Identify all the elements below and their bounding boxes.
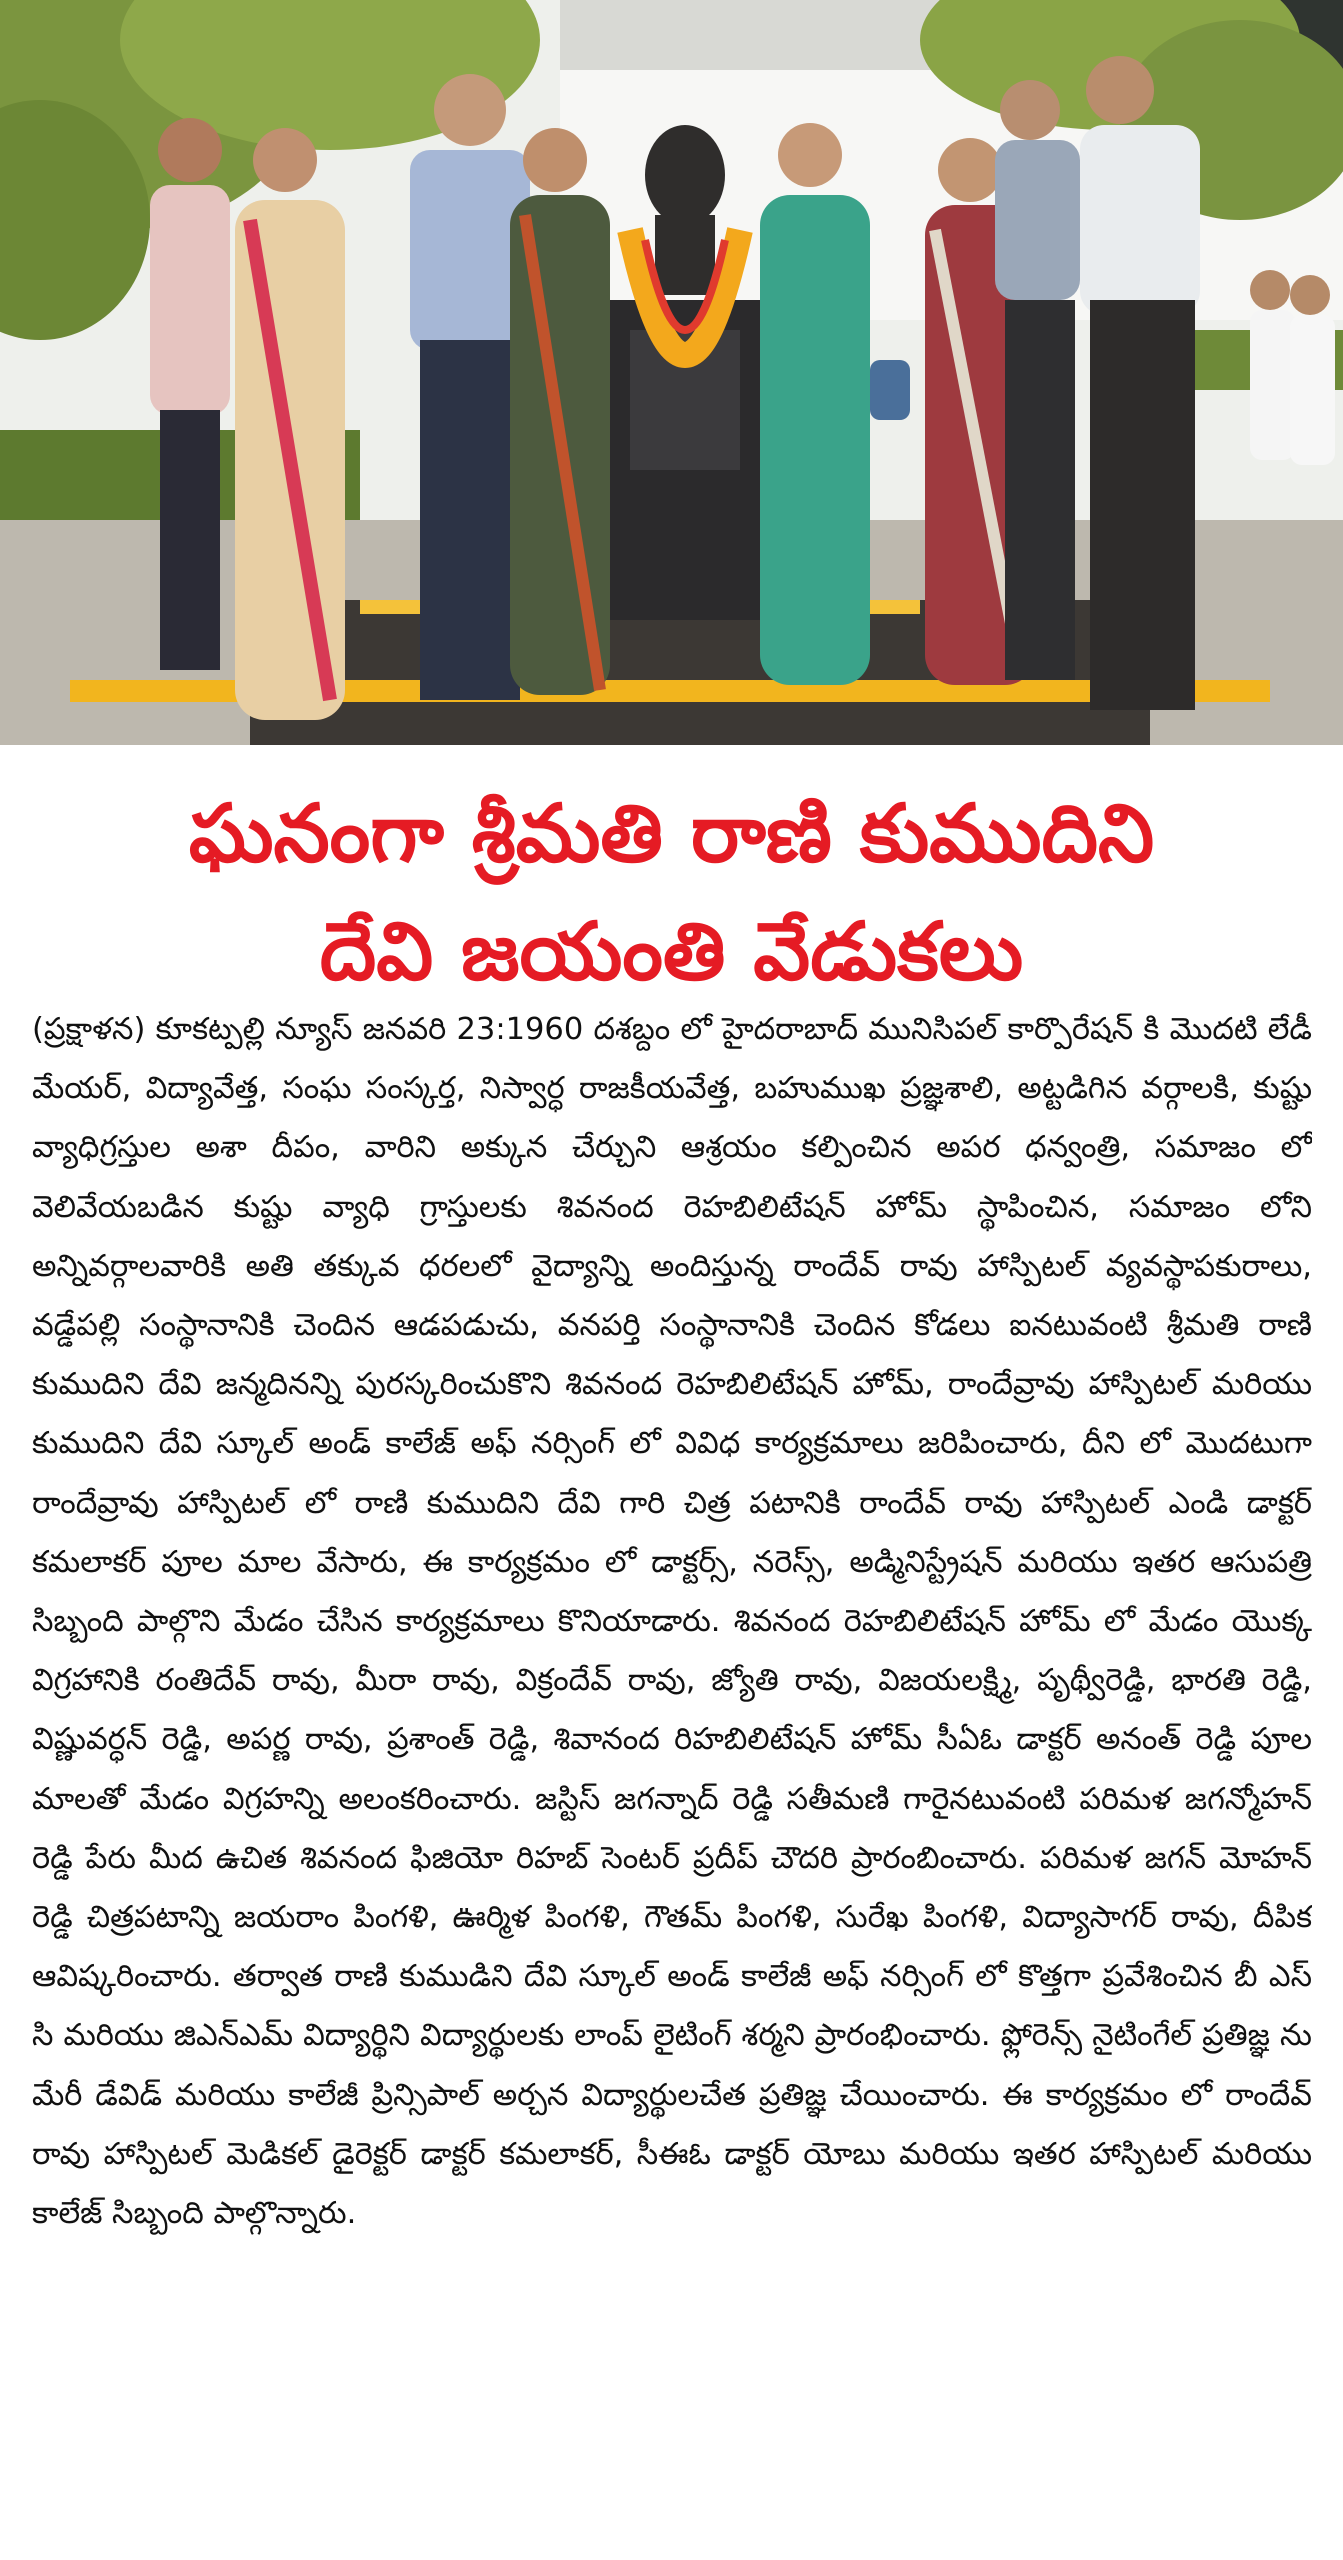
- headline-line-1: ఘనంగా శ్రీమతి రాణి కుముదిని: [188, 787, 1155, 880]
- group-photo: [0, 0, 1343, 745]
- article-body: (ప్రక్షాళన) కూకట్పల్లి న్యూస్ జనవరి 23:1960 దశబ్దం లో హైదరాబాద్ మునిసిపల్ కార్పొరేషన్ కి మొదటి లేడీ మేయర్, విద్యావేత్త, సంఘ సంస్కర్త, నిస్వార్ధ రాజకీయవేత్త, బహుముఖ ప్రజ్ఞశాలి, అట్టడిగిన వర్గాలకి, కుష్టు వ్యాధిగ్రస్తుల అశా దీపం, వారిని అక్కున చేర్చుని ఆశ్రయం కల్పించిన అపర ధన్వంత్రి, సమాజం లో వెలివేయబడిన కుష్టు వ్యాధి గ్రాస్తులకు శివనంద రెహబిలిటేషన్ హోమ్ స్థాపించిన, సమాజం లోని అన్నివర్గాలవారికి అతి తక్కువ ధరలలో వైద్యాన్ని అందిస్తున్న రాందేవ్ రావు హాస్పిటల్ వ్యవస్థాపకురాలు, వడ్డేపల్లి సంస్థానానికి చెందిన ఆడపడుచు, వనపర్తి సంస్థానానికి చెందిన కోడలు ఐనటువంటి శ్రీమతి రాణి కుముదిని దేవి జన్మదినన్ని పురస్కరించుకొని శివనంద రెహబిలిటేషన్ హోమ్, రాందేవ్రావు హాస్పిటల్ మరియు కుముదిని దేవి స్కూల్ అండ్ కాలేజ్ అఫ్ నర్సింగ్ లో వివిధ కార్యక్రమాలు జరిపించారు, దీని లో మొదటుగా రాందేవ్రావు హాస్పిటల్ లో రాణి కుముదిని దేవి గారి చిత్ర పటానికి రాందేవ్ రావు హాస్పిటల్ ఎండి డాక్టర్ కమలాకర్ పూల మాల వేసారు, ఈ కార్యక్రమం లో డాక్టర్స్, నరెస్స్, అడ్మినిస్ట్రేషన్ మరియు ఇతర ఆసుపత్రి సిబ్బంది పాల్గొని మేడం చేసిన కార్యక్రమాలు కొనియాడారు. శివనంద రెహబిలిటేషన్ హోమ్ లో మేడం యొక్క విగ్రహానికి రంతిదేవ్ రావు, మీరా రావు, విక్రందేవ్ రావు, జ్యోతి రావు, విజయలక్ష్మి, పృథ్వీరెడ్డి, భారతి రెడ్డి, విష్ణువర్ధన్ రెడ్డి, అపర్ణ రావు, ప్రశాంత్ రెడ్డి, శివానంద రిహబిలిటేషన్ హోమ్ సీఏఓ డాక్టర్ అనంత్ రెడ్డి పూల మాలతో మేడం విగ్రహన్ని అలంకరించారు. జస్టిస్ జగన్నాద్ రెడ్డి సతీమణి గారైనటువంటి పరిమళ జగన్మోహన్ రెడ్డి పేరు మీద ఉచిత శివనంద ఫిజియో రిహబ్ సెంటర్ ప్రదీప్ చౌదరి ప్రారంబించారు. పరిమళ జగన్ మోహన్ రెడ్డి చిత్రపటాన్ని జయరాం పింగళి, ఊర్మిళ పింగళి, గౌతమ్ పింగళి, సురేఖ పింగళి, విద్యాసాగర్ రావు, దీపిక ఆవిష్కరించారు. తర్వాత రాణి కుముడిని దేవి స్కూల్ అండ్ కాలేజీ అఫ్ నర్సింగ్ లో కొత్తగా ప్రవేశించిన బీ ఎస్ సి మరియు జిఎన్ఎమ్ విద్యార్థిని విద్యార్థులకు లాంప్ లైటింగ్ శర్మని ప్రారంభించారు. ఫ్లోరెన్స్ నైటింగేల్ ప్రతిజ్ఞ ను మేరీ డేవిడ్ మరియు కాలేజీ ప్రిన్సిపాల్ అర్చన విద్యార్థులచేత ప్రతిజ్ఞ చేయించారు. ఈ కార్యక్రమం లో రాందేవ్ రావు హాస్పిటల్ మెడికల్ డైరెక్టర్ డాక్టర్ కమలాకర్, సీఈఓ డాక్టర్ యోబు మరియు ఇతర హాస్పిటల్ మరియు కాలేజ్ సిబ్బంది పాల్గొన్నారు.: [32, 1012, 1312, 2232]
- headline-line-2: దేవి జయంతి వేడుకలు: [319, 905, 1024, 998]
- group-photo-at-statue-icon: [0, 0, 1343, 745]
- headline: [20, 775, 1323, 1011]
